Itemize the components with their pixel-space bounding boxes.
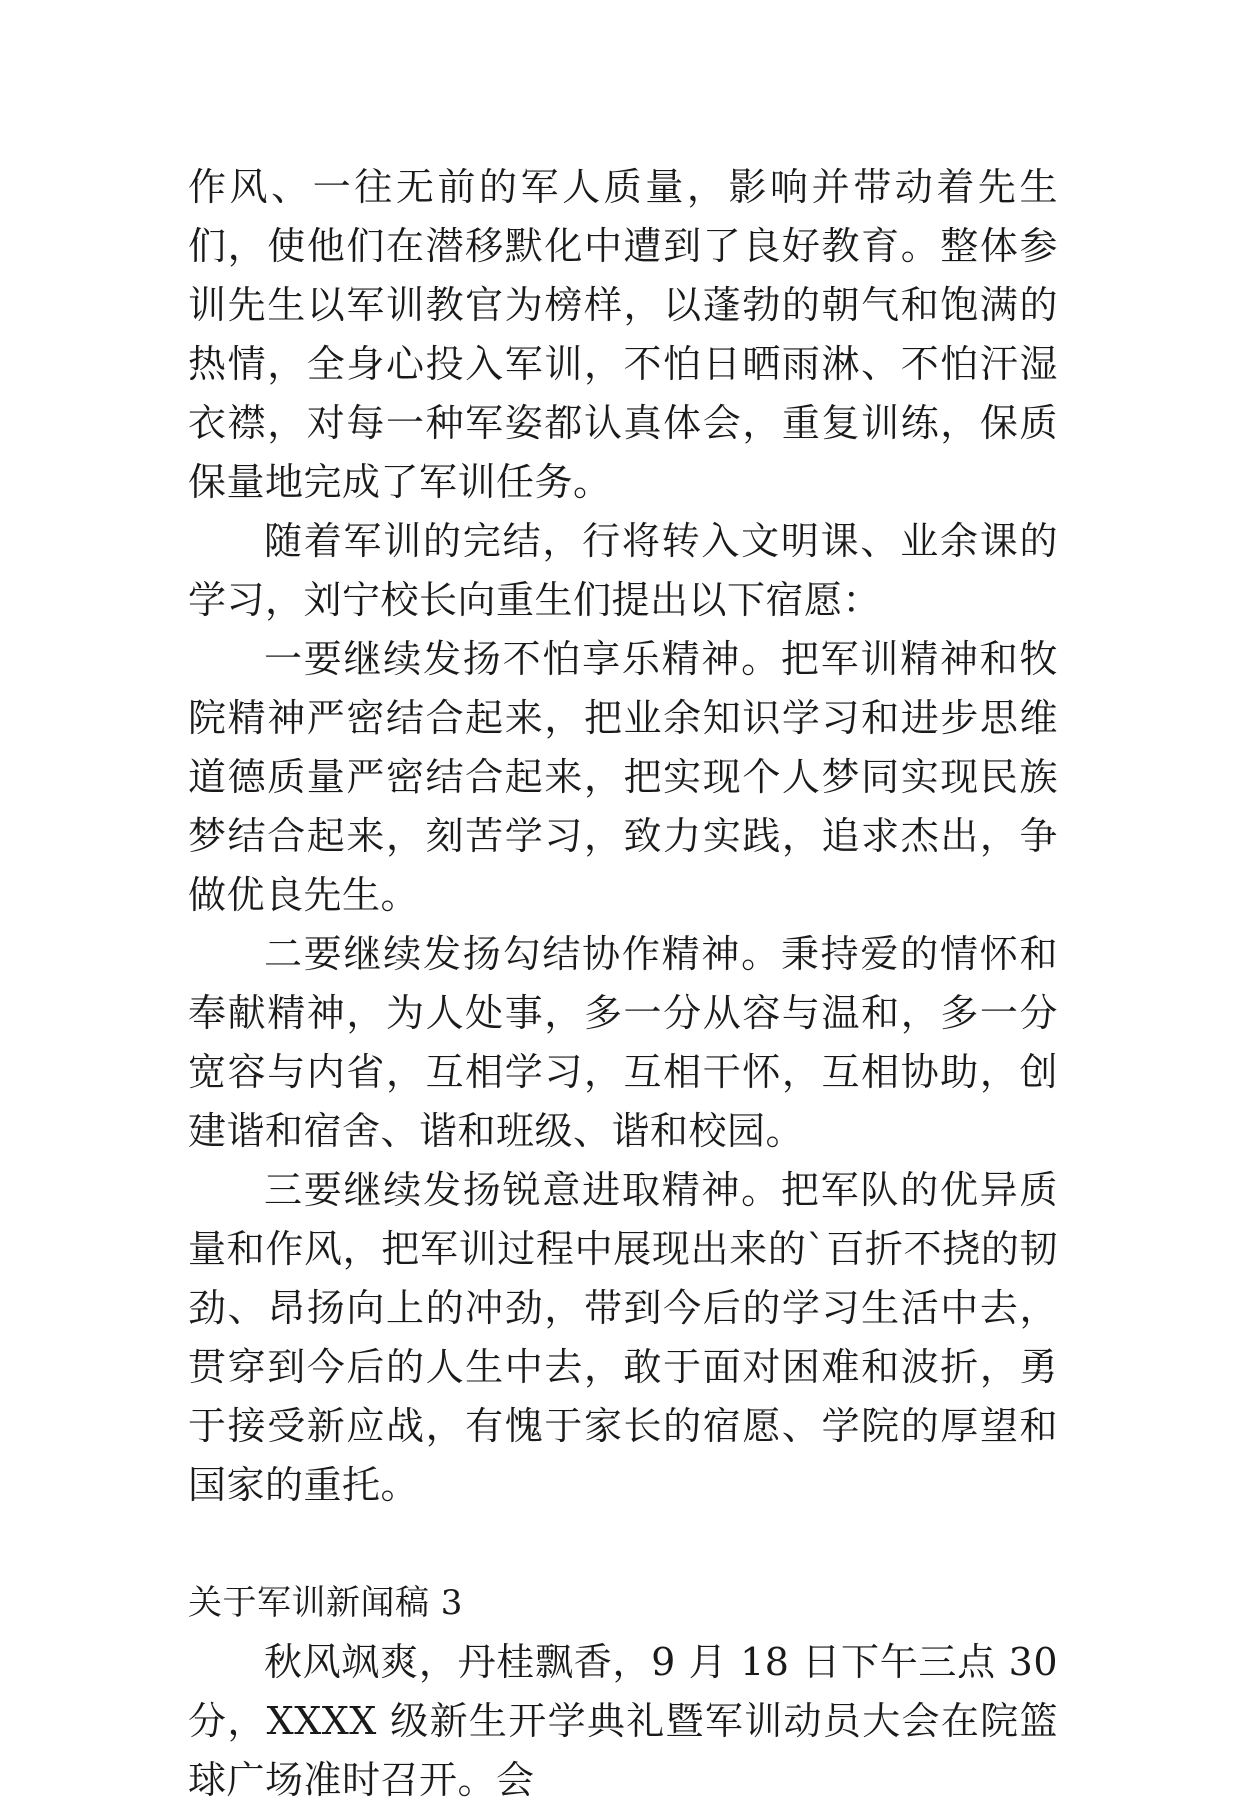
paragraph-continuation: 作风、一往无前的军人质量，影响并带动着先生们，使他们在潜移默化中遭到了良好教育。整体参训先生以军训教官为榜样，以蓬勃的朝气和饱满的热情，全身心投入军训，不怕日晒雨淋、不怕汗湿衣襟，对每一种军姿都认真体会，重复训练，保质保量地完成了军训任务。 <box>188 165 1058 504</box>
paragraph-wish-one: 一要继续发扬不怕享乐精神。把军训精神和牧院精神严密结合起来，把业余知识学习和进步思维道德质量严密结合起来，把实现个人梦同实现民族梦结合起来，刻苦学习，致力实践，追求杰出，争做优良先生。 <box>188 637 1058 917</box>
paragraph-wish-three: 三要继续发扬锐意进取精神。把军队的优异质量和作风，把军训过程中展现出来的`百折不挠的韧劲、昂扬向上的冲劲，带到今后的学习生活中去，贯穿到今后的人生中去，敢于面对困难和波折，勇于接受新应战，有愧于家长的宿愿、学院的厚望和国家的重托。 <box>188 1168 1058 1507</box>
paragraph-wishes-intro: 随着军训的完结，行将转入文明课、业余课的学习，刘宁校长向重生们提出以下宿愿： <box>188 519 1058 622</box>
paragraph-section-opening: 秋风飒爽，丹桂飘香，9 月 18 日下午三点 30 分，XXXX 级新生开学典礼暨军训动员大会在院篮球广场准时召开。会 <box>188 1640 1058 1802</box>
section-title: 关于军训新闻稿 3 <box>188 1583 463 1623</box>
document-body <box>188 158 1058 1810</box>
paragraph-wish-two: 二要继续发扬勾结协作精神。秉持爱的情怀和奉献精神，为人处事，多一分从容与温和，多一分宽容与内省，互相学习，互相干怀，互相协助，创建谐和宿舍、谐和班级、谐和校园。 <box>188 932 1058 1153</box>
